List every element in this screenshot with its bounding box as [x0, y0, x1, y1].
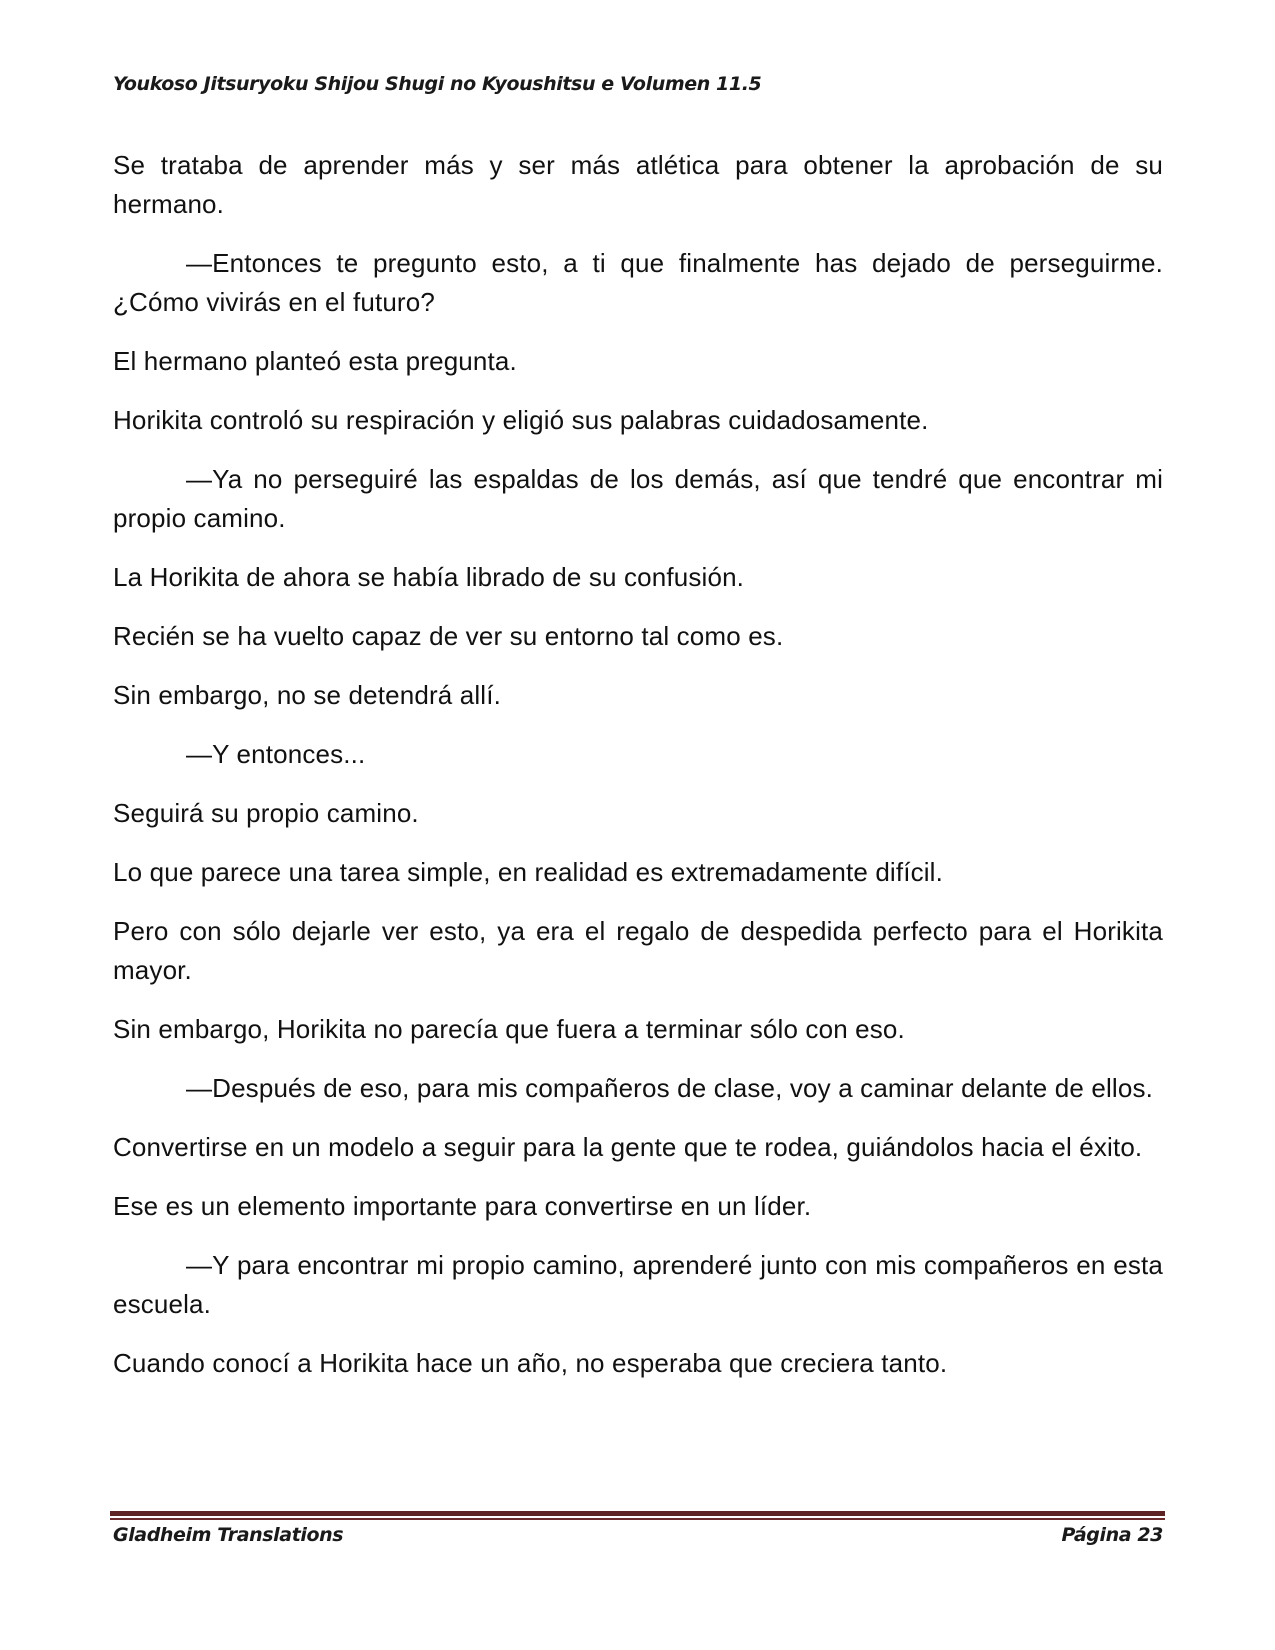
dialogue-paragraph: —Ya no perseguiré las espaldas de los demás, así que tendré que encontrar mi propio camino.	[113, 464, 1163, 533]
paragraph: Cuando conocí a Horikita hace un año, no esperaba que creciera tanto.	[113, 1348, 948, 1378]
paragraph: Recién se ha vuelto capaz de ver su entorno tal como es.	[113, 621, 784, 651]
paragraph: Pero con sólo dejarle ver esto, ya era el regalo de despedida perfecto para el Horikita mayor.	[113, 916, 1163, 985]
page-footer	[113, 1524, 1163, 1546]
paragraph: Sin embargo, no se detendrá allí.	[113, 680, 501, 710]
footer-credit: Gladheim Translations	[113, 1524, 344, 1546]
paragraph: Se trataba de aprender más y ser más atlética para obtener la aprobación de su hermano.	[113, 150, 1163, 219]
paragraph: Lo que parece una tarea simple, en realidad es extremadamente difícil.	[113, 857, 943, 887]
dialogue-paragraph: —Después de eso, para mis compañeros de clase, voy a caminar delante de ellos.	[186, 1073, 1153, 1103]
page-header-title: Youkoso Jitsuryoku Shijou Shugi no Kyoushitsu e Volumen 11.5	[113, 73, 762, 95]
paragraph: Convertirse en un modelo a seguir para la gente que te rodea, guiándolos hacia el éxito.	[113, 1132, 1143, 1162]
paragraph: Sin embargo, Horikita no parecía que fuera a terminar sólo con eso.	[113, 1014, 905, 1044]
body-text	[113, 146, 1163, 1403]
dialogue-paragraph: —Y entonces...	[186, 739, 366, 769]
footer-divider-thick-line	[110, 1511, 1165, 1516]
dialogue-paragraph: —Y para encontrar mi propio camino, aprenderé junto con mis compañeros en esta escuela.	[113, 1250, 1163, 1319]
footer-divider	[110, 1511, 1165, 1520]
paragraph: El hermano planteó esta pregunta.	[113, 346, 517, 376]
paragraph: Seguirá su propio camino.	[113, 798, 419, 828]
footer-divider-thin-line	[110, 1518, 1165, 1520]
paragraph: Ese es un elemento importante para convertirse en un líder.	[113, 1191, 812, 1221]
paragraph: Horikita controló su respiración y eligió sus palabras cuidadosamente.	[113, 405, 929, 435]
dialogue-paragraph: —Entonces te pregunto esto, a ti que finalmente has dejado de perseguirme. ¿Cómo vivirás en el futuro?	[113, 248, 1163, 317]
page-number: Página 23	[1061, 1524, 1163, 1546]
paragraph: La Horikita de ahora se había librado de su confusión.	[113, 562, 745, 592]
